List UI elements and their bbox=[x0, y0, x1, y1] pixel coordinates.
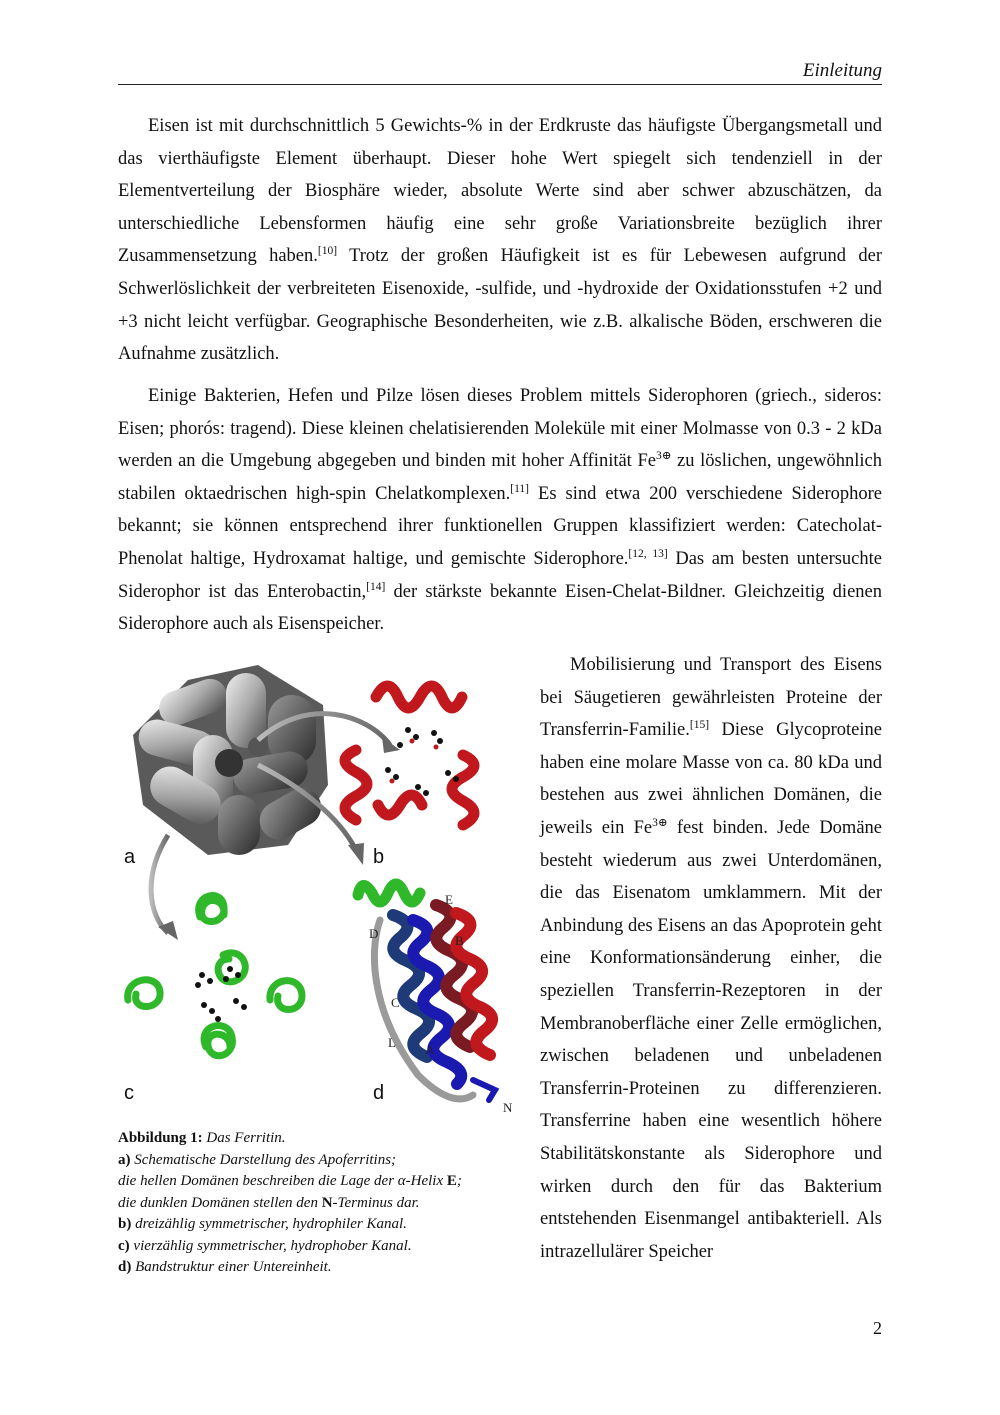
threefold-channel-helices bbox=[345, 686, 474, 825]
oxidation-state: 3⊕ bbox=[652, 816, 668, 829]
caption-text: die dunklen Domänen stellen den bbox=[118, 1194, 322, 1211]
terminus-label-n: N bbox=[503, 1100, 513, 1115]
apoferritin-shell bbox=[133, 665, 328, 855]
text: Es sind etwa 200 verschiedene Siderophore bekannt; sie können entsprechend ihrer funktionellen Gruppen klassifiziert werden: Catecholat-Phenolat haltige, Hydroxamat haltige, und gemischte Siderophore. bbox=[118, 483, 882, 569]
caption-line bbox=[118, 1128, 530, 1150]
caption-line bbox=[118, 1214, 530, 1236]
citation-ref: [10] bbox=[317, 245, 338, 258]
page-number: 2 bbox=[873, 1318, 882, 1338]
caption-bold: N bbox=[321, 1194, 333, 1211]
caption-bold: a) bbox=[118, 1151, 131, 1168]
panel-label-a: a bbox=[124, 846, 136, 868]
loop-label-l: L bbox=[388, 1035, 396, 1050]
text: Einige Bakterien, Hefen und Pilze lösen dieses Problem mittels Siderophoren (griech., sideros: Eisen; phorós: tragend). Diese kleinen chelatisierenden Moleküle mit einer Molmasse von 0.3 - 2 kDa werden an die Umgebung abgegeben und binden mit hoher Affinität Fe bbox=[118, 386, 882, 472]
fourfold-channel-helices bbox=[128, 896, 302, 1056]
caption-bold: E bbox=[446, 1173, 457, 1189]
header-title: Einleitung bbox=[802, 60, 882, 81]
caption-text: Schematische Darstellung des Apoferritins; bbox=[130, 1151, 397, 1168]
text: fest binden. Jede Domäne besteht wiederum aus zwei Unterdomänen, die das Eisenatom umklammern. Mit der Anbindung des Eisens an das Apoprotein geht eine Konformationsänderung einher, die speziellen Transferrin-Rezeptoren in der Membranoberfläche einer Zelle ermöglichen, zwischen beladenen und unbeladenen Transferrin-Proteinen zu differenzieren. Transferrine haben eine wesentlich höhere Stabilitätskonstante als Siderophore und wirken durch den für das Bakterium entstehenden Eisenmangel antibakteriell. Als intrazellulärer Speicher bbox=[540, 817, 882, 1262]
panel-label-c: c bbox=[124, 1082, 134, 1104]
caption-bold: Abbildung 1: bbox=[118, 1130, 203, 1146]
panel-label-d: d bbox=[373, 1082, 385, 1104]
caption-text: dreizählig symmetrischer, hydrophiler Kanal. bbox=[131, 1216, 407, 1232]
paragraph-iron-abundance bbox=[118, 110, 882, 371]
text: Trotz der großen Häufigkeit ist es für Lebewesen aufgrund der Schwerlöslichkeit der verbreiteten Eisenoxide, -sulfide, und -hydroxide der Oxidationsstufen +2 und +3 nicht leicht verfügbar. Geographische Besonderheiten, wie z.B. alkalische Böden, erschweren die Aufnahme zusätzlich. bbox=[118, 246, 882, 365]
text: Mobilisierung und Transport des Eisens bei Säugetieren gewährleisten Proteine der Transferrin-Familie. bbox=[540, 655, 882, 741]
caption-line bbox=[118, 1236, 530, 1258]
figure-caption bbox=[118, 1128, 530, 1279]
text: der stärkste bekannte Eisen-Chelat-Bildner. Gleichzeitig dienen Siderophore auch als Eisenspeicher. bbox=[118, 581, 882, 635]
arrowhead bbox=[348, 843, 364, 865]
citation-ref: [15] bbox=[689, 719, 710, 732]
caption-bold: b) bbox=[118, 1216, 132, 1232]
citation-ref: [14] bbox=[366, 580, 386, 593]
arrow-to-c bbox=[151, 835, 168, 933]
oxidation-state: 3⊕ bbox=[655, 450, 672, 463]
text: Eisen ist mit durchschnittlich 5 Gewichts-% in der Erdkruste das häufigste Übergangsmetall und das vierthäufigste Element überhaupt. Dieser hohe Wert spiegelt sich tendenziell in der Elementverteilung der Biosphäre wieder, absolute Werte sind aber schwer abzuschätzen, da unterschiedliche Lebensformen häufig eine sehr große Variationsbreite bezüglich ihrer Zusammensetzung haben. bbox=[118, 116, 882, 267]
caption-text: die hellen Domänen beschreiben die Lage der α-Helix bbox=[118, 1173, 447, 1189]
helix-label-c: C bbox=[391, 995, 400, 1010]
text: zu löslichen, ungewöhnlich stabilen oktaedrischen high-spin Chelatkomplexen. bbox=[118, 451, 882, 504]
caption-bold: d) bbox=[118, 1259, 132, 1275]
panel-label-b: b bbox=[373, 846, 385, 868]
ferritin-illustration bbox=[118, 655, 530, 1125]
caption-line bbox=[118, 1193, 530, 1215]
caption-text: ; bbox=[456, 1173, 462, 1189]
citation-ref: [12, 13] bbox=[628, 547, 668, 560]
caption-line bbox=[118, 1150, 530, 1172]
helix-label-e: E bbox=[445, 892, 453, 907]
caption-line bbox=[118, 1171, 530, 1193]
caption-text: Das Ferritin. bbox=[202, 1130, 286, 1146]
caption-line bbox=[118, 1257, 530, 1279]
citation-ref: [11] bbox=[510, 482, 530, 495]
paragraph-transferrin bbox=[540, 649, 882, 1268]
caption-bold: c) bbox=[118, 1237, 130, 1254]
helix-label-b: B bbox=[455, 933, 464, 948]
text: Das am besten untersuchte Siderophor ist das Enterobactin, bbox=[118, 548, 882, 602]
caption-text: -Terminus dar. bbox=[332, 1194, 420, 1211]
running-header bbox=[118, 58, 882, 85]
paragraph-siderophores bbox=[118, 380, 882, 641]
text: Diese Glycoproteine haben eine molare Masse von ca. 80 kDa und bestehen aus zwei ähnlichen Domänen, die jeweils ein Fe bbox=[540, 720, 882, 838]
helix-label-a: A bbox=[425, 1042, 435, 1057]
caption-text: Bandstruktur einer Untereinheit. bbox=[131, 1259, 332, 1275]
helix-label-d: D bbox=[369, 926, 379, 941]
ferritin-figure bbox=[118, 655, 530, 1125]
subunit-band-structure bbox=[358, 884, 495, 1100]
caption-text: vierzählig symmetrischer, hydrophober Kanal. bbox=[129, 1237, 412, 1254]
